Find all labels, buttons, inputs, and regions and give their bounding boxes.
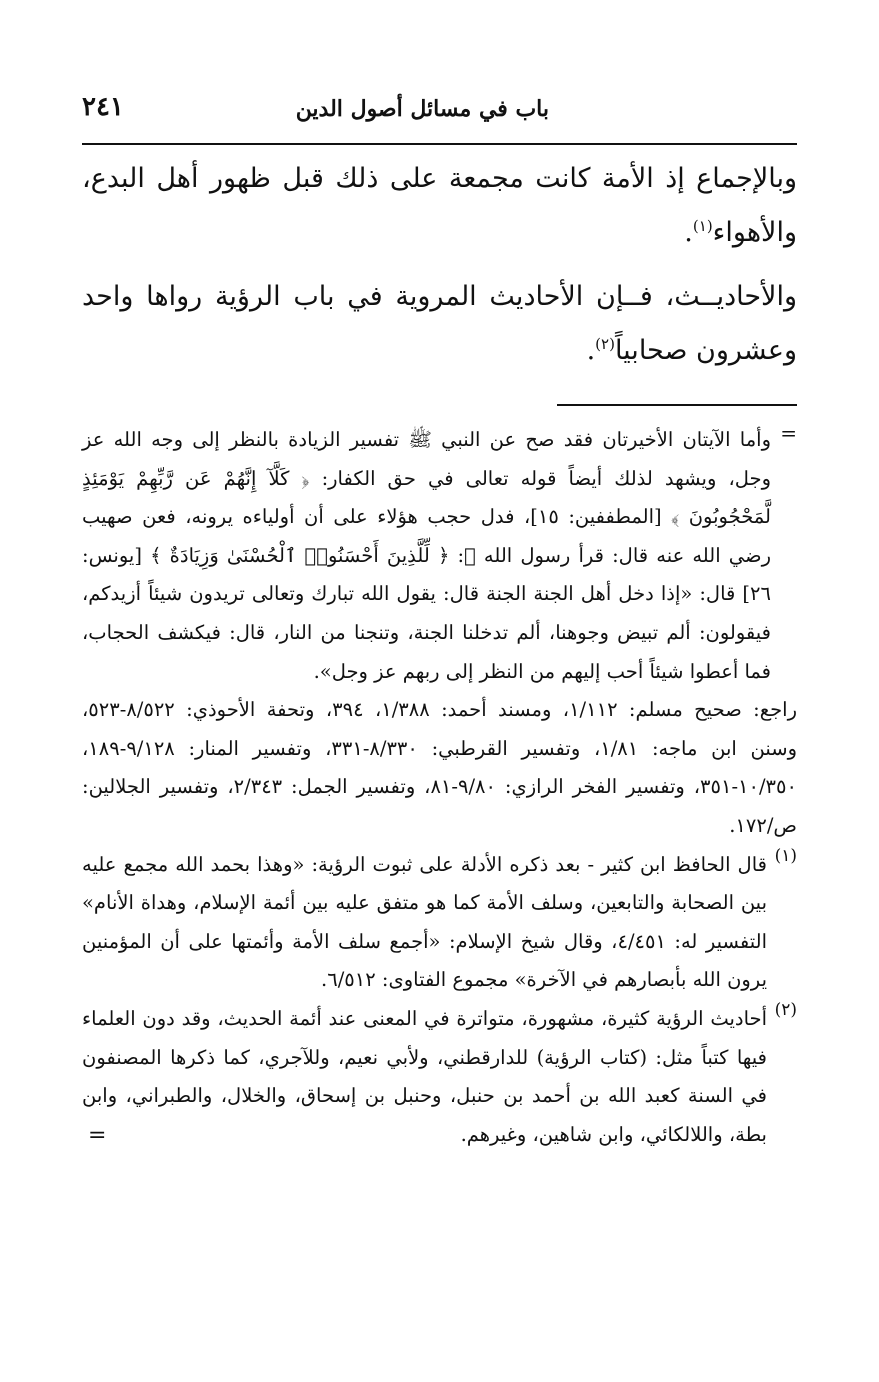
punctuation: . bbox=[684, 217, 693, 248]
paragraph-consensus bbox=[82, 152, 797, 260]
footnote-ref: (٢) bbox=[595, 335, 615, 353]
footnote-continued: وأما الآيتان الأخيرتان فقد صح عن النبي ﷺ تفسير الزيادة بالنظر إلى وجه الله عز وجل، ويشهد لذلك أيضاً قوله تعالى في حق الكفار: ﴿ كَلَّآ إِنَّهُمْ عَن رَّبِّهِمْ يَوْمَئِذٍ لَّمَحْجُوبُونَ ﴾ [المطففين: ١٥]، فدل حجب هؤلاء على أن أولياءه يرونه، فعن صهيب رضي الله عنه قال: قرأ رسول الله ﷺ: ﴿ لِّلَّذِينَ أَحْسَنُوا۟ ٱلْحُسْنَىٰ وَزِيَادَةٌ ﴾ [يونس: ٢٦] قال: «إذا دخل أهل الجنة الجنة قال: يقول الله تبارك وتعالى تريدون شيئاً أزيدكم، فيقولون: ألم تبيض وجوهنا، ألم تدخلنا الجنة، وتنجنا من النار، قال: فيكشف الحجاب، فما أعطوا شيئاً أحب إليهم من النظر إلى ربهم عز وجل». bbox=[82, 428, 771, 683]
paragraph-line: والأحاديــث، فــإن الأحاديث المروية في باب الرؤية رواها واحد bbox=[82, 281, 797, 312]
paragraph-line: وبالإجماع إذ الأمة كانت مجمعة على ذلك قبل ظهور أهل البدع، bbox=[82, 163, 797, 194]
header-rule bbox=[82, 143, 797, 145]
paragraph-line: وعشرون صحابياً bbox=[614, 335, 797, 366]
paragraph-hadiths bbox=[82, 270, 797, 378]
footnotes bbox=[82, 421, 797, 1154]
footnote-separator bbox=[557, 404, 797, 406]
footnote-references: راجع: صحيح مسلم: ١/١١٢، ومسند أحمد: ١/٣٨٨، ٣٩٤، وتحفة الأحوذي: ٨/٥٢٢-٥٢٣، وسنن ابن ماجه: ١/٨١، وتفسير القرطبي: ٨/٣٣٠-٣٣١، وتفسير المنار: ٩/١٢٨-١٨٩، ١٠/٣٥٠-٣٥١، وتفسير الفخر الرازي: ٩/٨٠-٨١، وتفسير الجمل: ٢/٣٤٣، وتفسير الجلالين: ص/١٧٢. bbox=[82, 698, 797, 837]
main-text-2 bbox=[82, 270, 797, 378]
paragraph-line: والأهواء bbox=[712, 217, 797, 248]
punctuation: . bbox=[586, 335, 596, 366]
footnote-number: (٢) bbox=[774, 999, 797, 1020]
page-number: ٢٤١ bbox=[82, 92, 124, 122]
footnote-1 bbox=[82, 846, 797, 1000]
footnote-text: أحاديث الرؤية كثيرة، مشهورة، متواترة في المعنى عند أئمة الحديث، وقد دون العلماء فيها كتباً مثل: (كتاب الرؤية) للدارقطني، ولأبي نعيم، وللآجري، كما ذكرها المصنفون في السنة كعبد الله بن أحمد بن حنبل، وحنبل بن إسحاق، والخلال، والطبراني، وابن بطة، واللالكائي، وابن شاهين، وغيرهم. bbox=[82, 1006, 767, 1146]
running-title: باب في مسائل أصول الدين bbox=[295, 96, 549, 122]
continuation-mark: = bbox=[780, 421, 797, 445]
footnote-2 bbox=[82, 1000, 797, 1154]
footnote-number: (١) bbox=[774, 845, 797, 866]
continues-mark: = bbox=[88, 1123, 107, 1149]
footnote-text: قال الحافظ ابن كثير - بعد ذكره الأدلة على ثبوت الرؤية: «وهذا بحمد الله مجمع عليه بين الصحابة والتابعين، وسلف الأمة كما هو متفق عليه بين أئمة الإسلام، وهداة الأنام» التفسير له: ٤/٤٥١، وقال شيخ الإسلام: «أجمع سلف الأمة وأئمتها على أن المؤمنين يرون الله بأبصارهم في الآخرة» مجموع الفتاوى: ٦/٥١٢. bbox=[82, 852, 767, 992]
main-text bbox=[82, 152, 797, 260]
footnote-ref: (١) bbox=[692, 217, 713, 235]
running-header bbox=[82, 92, 797, 136]
